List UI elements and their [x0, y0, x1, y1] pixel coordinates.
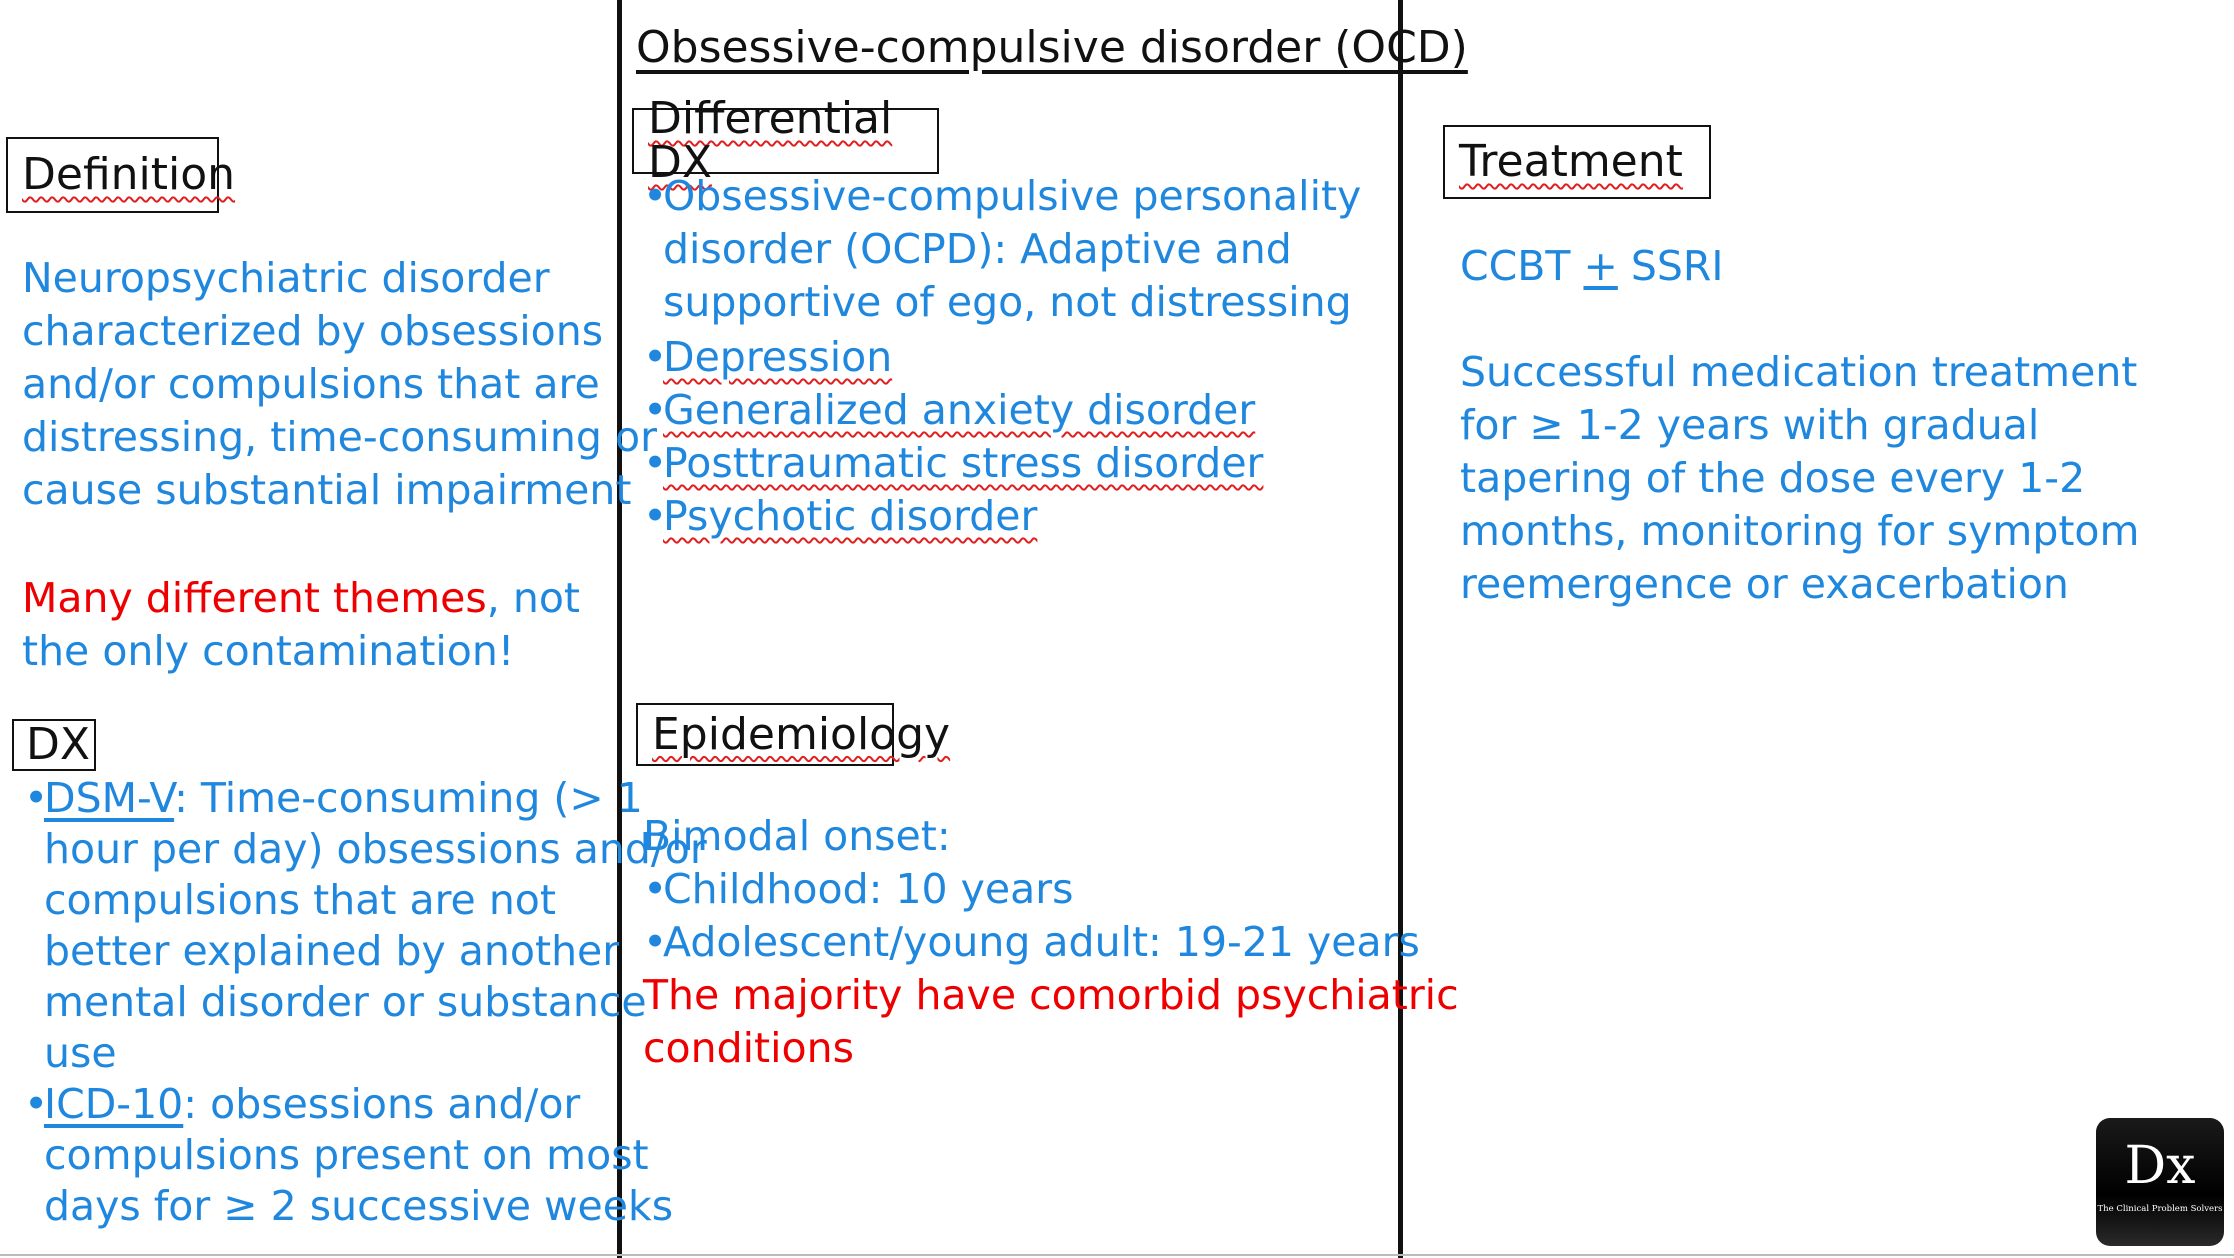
- differential-item: • Posttraumatic stress disorder: [643, 439, 1264, 487]
- epidemiology-comorbid-line: The majority have comorbid psychiatric: [643, 971, 1459, 1019]
- definition-line: and/or compulsions that are: [22, 360, 600, 408]
- bottom-rule: [0, 1254, 2234, 1256]
- differential-item-ocpd: • Obsessive-compulsive personality disorder (OCPD): Adaptive and supportive of ego, not distressing: [643, 170, 1361, 329]
- differential-item: • Depression: [643, 333, 893, 381]
- ocpd-line: disorder (OCPD): Adaptive and: [663, 225, 1292, 273]
- differential-item: • Psychotic disorder: [643, 492, 1038, 540]
- treatment-line: for ≥ 1-2 years with gradual: [1460, 401, 2040, 449]
- treatment-line: reemergence or exacerbation: [1460, 560, 2069, 608]
- icd-line: days for ≥ 2 successive weeks: [44, 1182, 674, 1230]
- definition-body: [22, 252, 657, 517]
- epidemiology-onset: Bimodal onset:: [643, 812, 951, 860]
- treatment-ssri: SSRI: [1617, 242, 1724, 290]
- dx-icd-item: • ICD-10: obsessions and/or compulsions present on most days for ≥ 2 successive weeks: [24, 1079, 707, 1232]
- dsm-line: better explained by another: [44, 927, 620, 975]
- dsm-line: use: [44, 1029, 117, 1077]
- differential-heading-box: [632, 93, 939, 188]
- epidemiology-comorbid-line: conditions: [643, 1024, 854, 1072]
- epidemiology-item-label: Childhood: 10 years: [663, 865, 1074, 913]
- definition-line: Neuropsychiatric disorder: [22, 254, 550, 302]
- treatment-line: months, monitoring for symptom: [1460, 507, 2140, 555]
- definition-heading-box: [6, 137, 236, 213]
- logo-tagline: The Clinical Problem Solvers: [2097, 1204, 2223, 1214]
- icd-line: : obsessions and/or: [183, 1080, 581, 1128]
- dsm-line: compulsions that are not: [44, 876, 556, 924]
- logo-mark: Dx: [2124, 1136, 2196, 1196]
- definition-note: [22, 572, 580, 678]
- ocpd-line: Obsessive-compulsive personality: [663, 172, 1362, 220]
- differential-list: [643, 170, 1361, 543]
- treatment-heading: Treatment: [1459, 136, 1683, 187]
- differential-heading: Differential DX: [648, 93, 893, 188]
- ocpd-line: supportive of ego, not distressing: [663, 278, 1352, 326]
- dx-heading: DX: [26, 719, 91, 770]
- definition-line: cause substantial impairment: [22, 466, 632, 514]
- definition-line: distressing, time-consuming or: [22, 413, 657, 461]
- treatment-line: tapering of the dose every 1-2: [1460, 454, 2086, 502]
- treatment-heading-box: [1443, 125, 1711, 199]
- epidemiology-heading: Epidemiology: [652, 708, 951, 760]
- page-title: Obsessive-compulsive disorder (OCD): [636, 22, 1468, 73]
- differential-item: • Generalized anxiety disorder: [643, 386, 1256, 434]
- definition-heading: Definition: [22, 149, 236, 200]
- dsm-line: hour per day) obsessions and/or: [44, 825, 707, 873]
- dx-heading-box: [12, 719, 96, 771]
- definition-line: characterized by obsessions: [22, 307, 604, 355]
- dx-criteria-list: [24, 773, 707, 1232]
- epidemiology-body: [643, 810, 1459, 1075]
- treatment-ccbt: CCBT: [1460, 242, 1584, 290]
- treatment-body: [1460, 346, 2139, 611]
- epidemiology-item-label: Adolescent/young adult: 19-21 years: [663, 918, 1420, 966]
- differential-item-label: Generalized anxiety disorder: [663, 386, 1256, 434]
- icd-line: compulsions present on most: [44, 1131, 649, 1179]
- icd-label: ICD-10: [44, 1080, 184, 1128]
- epidemiology-item: • Childhood: 10 years: [643, 865, 1074, 913]
- definition-note-rest: , not: [486, 574, 580, 622]
- definition-note-line2: the only contamination!: [22, 627, 515, 675]
- dx-dsm-item: • DSM-V: Time-consuming (> 1 hour per day) obsessions and/or compulsions that are not better explained by another mental disorder or substance use: [24, 774, 707, 1077]
- clinical-problem-solvers-logo: [2096, 1118, 2224, 1246]
- dsm-line: mental disorder or substance: [44, 978, 647, 1026]
- definition-note-highlight: Many different themes: [22, 574, 487, 622]
- differential-item-label: Psychotic disorder: [663, 492, 1038, 540]
- epidemiology-item: • Adolescent/young adult: 19-21 years: [643, 918, 1420, 966]
- dsm-line: : Time-consuming (> 1: [174, 774, 643, 822]
- treatment-plus-minus: +: [1583, 242, 1618, 290]
- differential-item-label: Posttraumatic stress disorder: [663, 439, 1264, 487]
- differential-item-label: Depression: [663, 333, 893, 381]
- treatment-first-line: [1460, 240, 1724, 293]
- treatment-line: Successful medication treatment: [1460, 348, 2138, 396]
- epidemiology-heading-box: [636, 703, 951, 766]
- dsm-label: DSM-V: [44, 774, 175, 822]
